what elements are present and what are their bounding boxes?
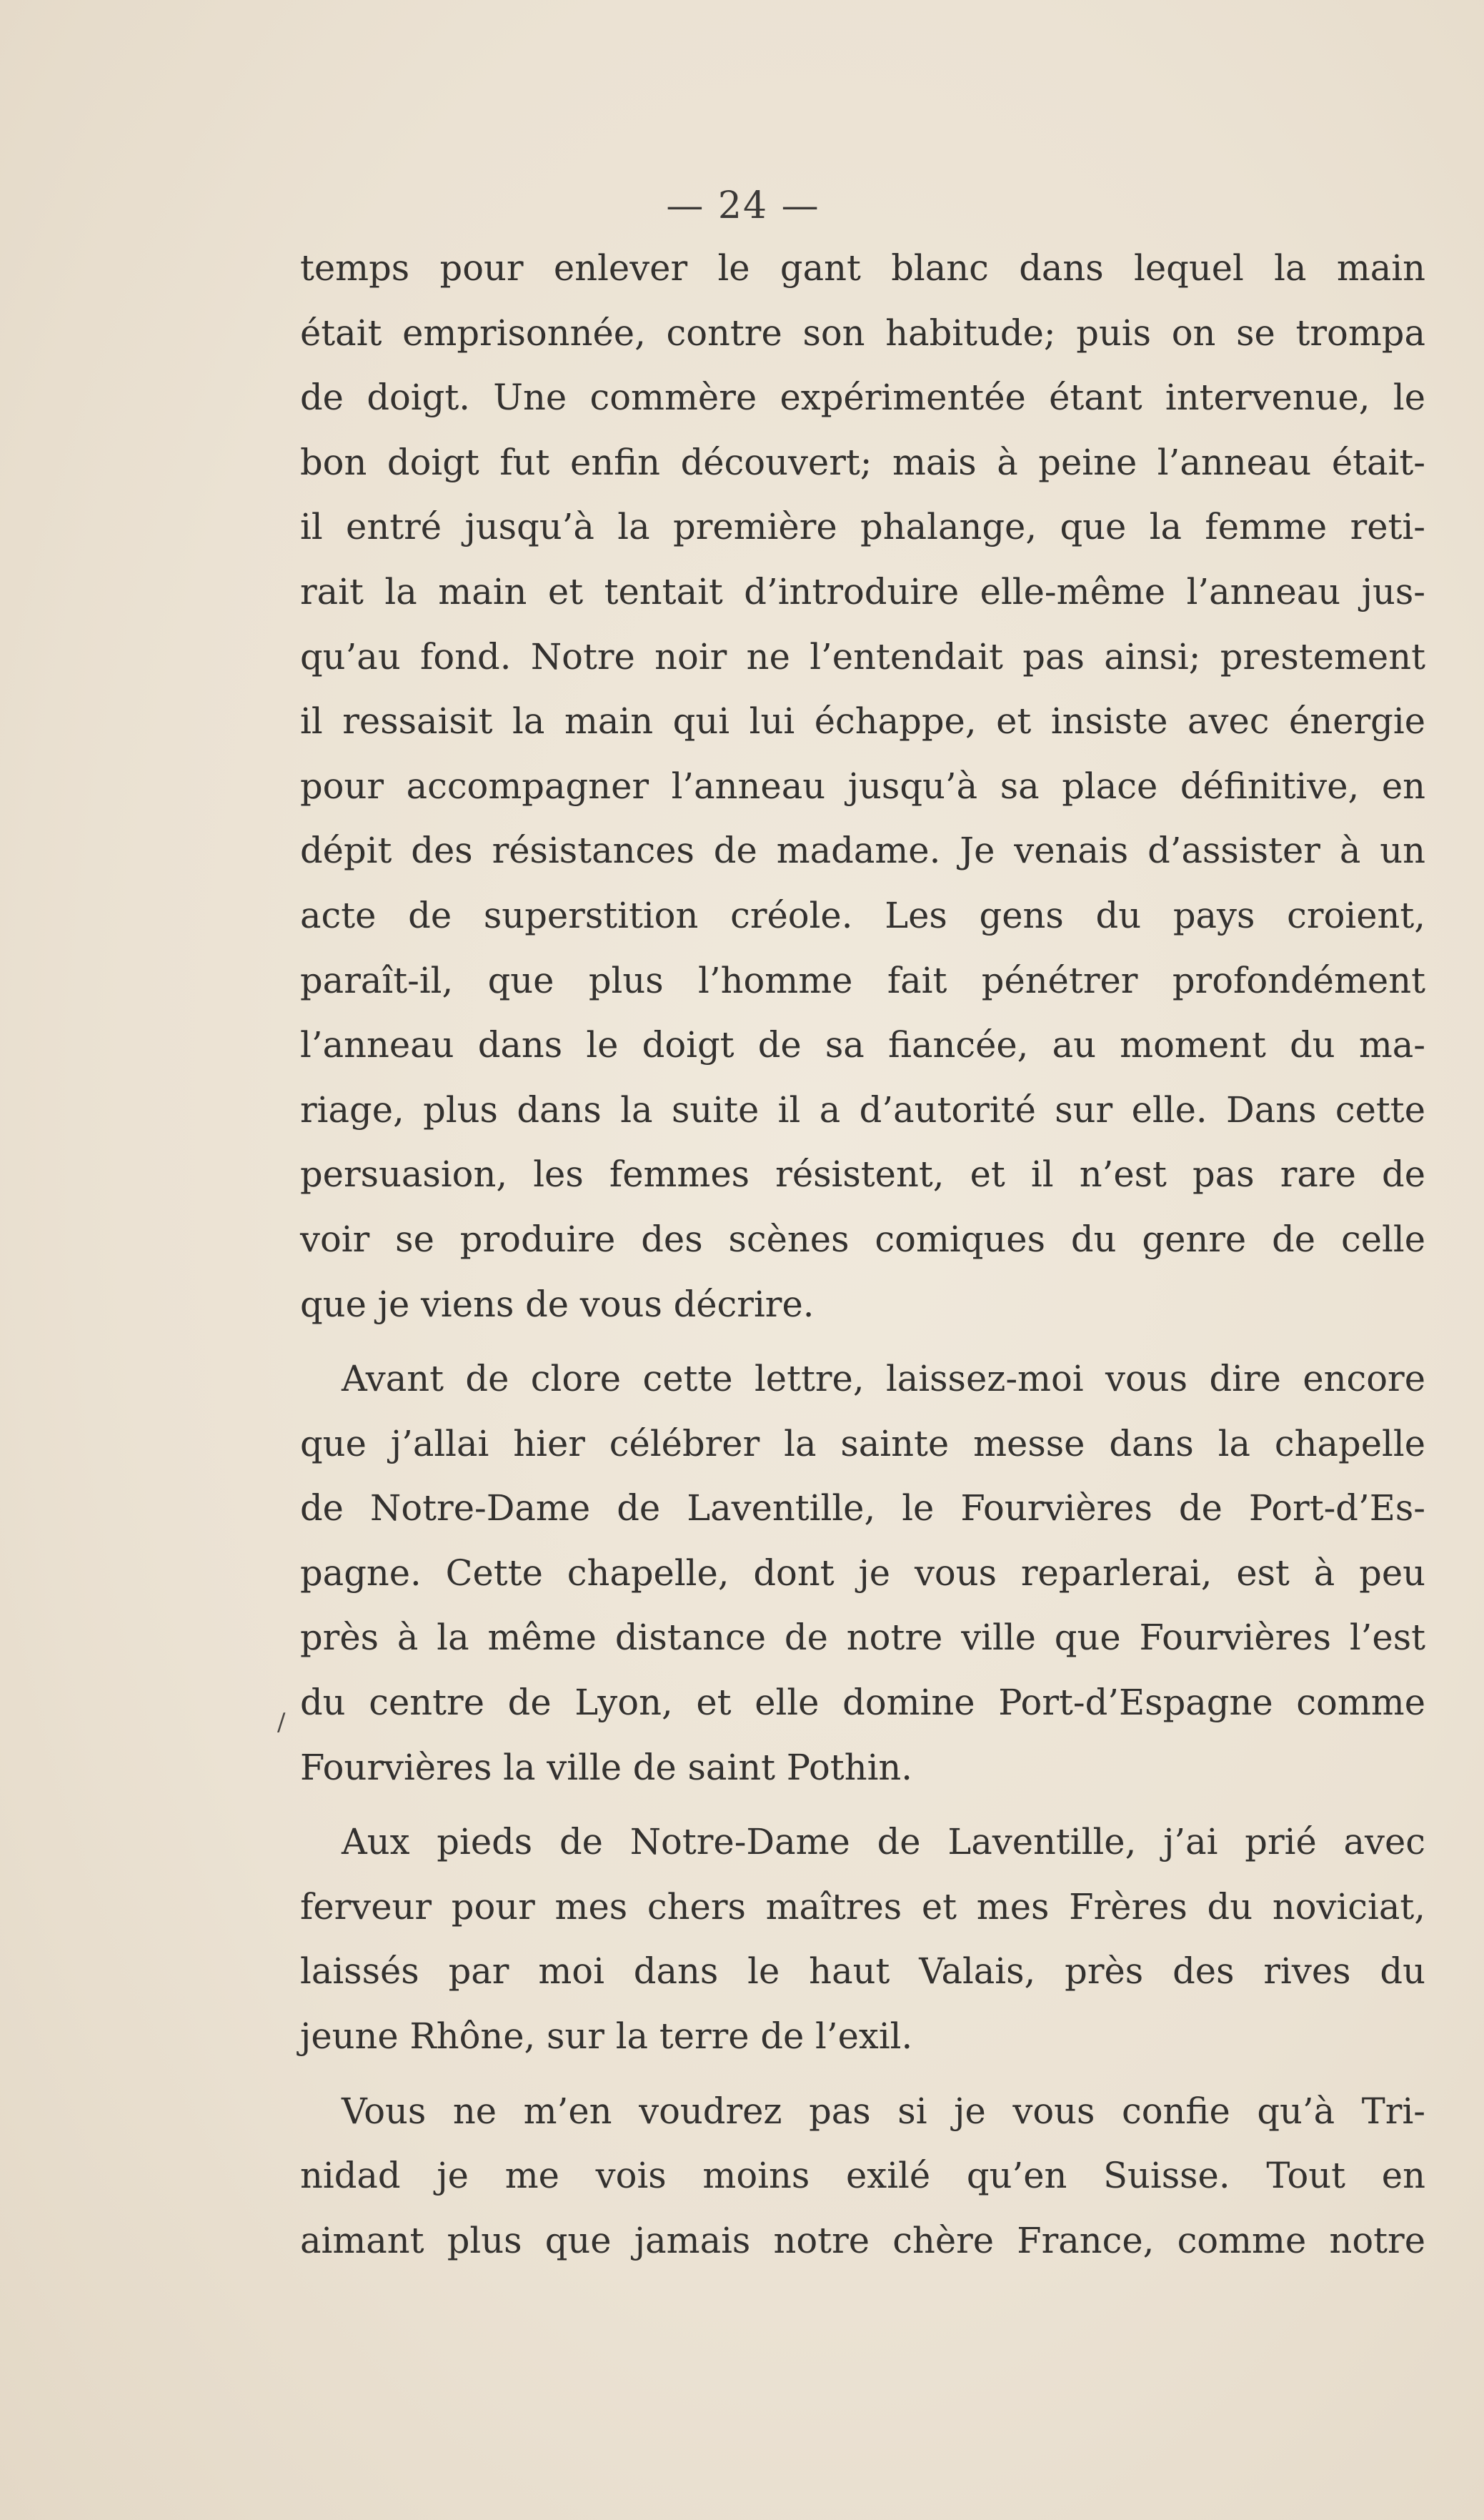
text-line: pagne. Cette chapelle, dont je vous reparlerai, est à peu xyxy=(300,1552,1425,1594)
text-line: riage, plus dans la suite il a d’autorité sur elle. Dans cette xyxy=(300,1088,1425,1131)
text-line: pour accompagner l’anneau jusqu’à sa place définitive, en xyxy=(300,765,1425,807)
paragraph xyxy=(300,2079,1425,2273)
text-line: était emprisonnée, contre son habitude; puis on se trompa xyxy=(300,312,1425,354)
text-line: près à la même distance de notre ville que Fourvières l’est xyxy=(300,1617,1425,1659)
text-line: du centre de Lyon, et elle domine Port-d’Espagne comme xyxy=(300,1682,1425,1724)
text-line: que j’allai hier célébrer la sainte messe dans la chapelle xyxy=(300,1422,1425,1464)
paragraph xyxy=(300,1346,1425,1800)
text-line: il entré jusqu’à la première phalange, que la femme reti- xyxy=(300,506,1425,548)
text-line: acte de superstition créole. Les gens du pays croient, xyxy=(300,894,1425,936)
text-line: paraît-il, que plus l’homme fait pénétrer profondément xyxy=(300,959,1425,1001)
text-line: dépit des résistances de madame. Je venais d’assister à un xyxy=(300,830,1425,872)
text-line: l’anneau dans le doigt de sa fiancée, au moment du ma- xyxy=(300,1024,1425,1066)
text-line: de doigt. Une commère expérimentée étant intervenue, le xyxy=(300,377,1425,419)
text-line: aimant plus que jamais notre chère France, comme notre xyxy=(300,2219,1425,2261)
text-line: nidad je me vois moins exilé qu’en Suisse. Tout en xyxy=(300,2155,1425,2197)
text-line: Fourvières la ville de saint Pothin. xyxy=(300,1746,913,1788)
text-line: laissés par moi dans le haut Valais, près des rives du xyxy=(300,1950,1425,1993)
page-number: — 24 — xyxy=(666,184,820,227)
text-line: Avant de clore cette lettre, laissez-moi vous dire encore xyxy=(342,1358,1425,1400)
text-line: il ressaisit la main qui lui échappe, et insiste avec énergie xyxy=(300,700,1425,743)
text-line: Vous ne m’en voudrez pas si je vous confie qu’à Tri- xyxy=(342,2090,1425,2132)
text-line: que je viens de vous décrire. xyxy=(300,1283,815,1325)
body-text xyxy=(300,236,1425,2273)
text-line: ferveur pour mes chers maîtres et mes Frères du noviciat, xyxy=(300,1885,1425,1928)
text-line: Aux pieds de Notre-Dame de Laventille, j’ai prié avec xyxy=(342,1821,1425,1863)
text-line: rait la main et tentait d’introduire elle-même l’anneau jus- xyxy=(300,570,1425,612)
text-line: bon doigt fut enfin découvert; mais à peine l’anneau était- xyxy=(300,441,1425,483)
text-line: qu’au fond. Notre noir ne l’entendait pas ainsi; prestement xyxy=(300,635,1425,678)
margin-mark: / xyxy=(277,1708,286,1737)
text-line: temps pour enlever le gant blanc dans lequel la main xyxy=(300,247,1425,289)
text-line: voir se produire des scènes comiques du genre de celle xyxy=(300,1218,1425,1260)
paragraph xyxy=(300,1810,1425,2068)
text-line: de Notre-Dame de Laventille, le Fourvières de Port-d’Es- xyxy=(300,1487,1425,1529)
text-line: jeune Rhône, sur la terre de l’exil. xyxy=(300,2015,913,2058)
text-line: persuasion, les femmes résistent, et il n’est pas rare de xyxy=(300,1154,1425,1196)
paragraph xyxy=(300,236,1425,1336)
